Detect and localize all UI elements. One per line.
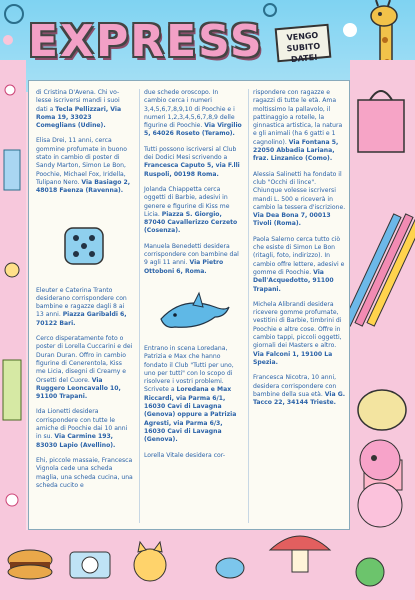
classified-entry (36, 137, 133, 195)
entry-text: Francesca Nicotra, 10 anni, desidera corrispondere con bambine della sua età. (253, 374, 337, 398)
entry-address: Via Dell'Acquedotto, 91100 Trapani. (253, 268, 334, 293)
column-divider (139, 89, 140, 523)
dice-icon (60, 220, 110, 270)
entry-address: Via Fontana 5, 22050 Abbadia Lariana, fraz. Linzanico (Como). (253, 138, 339, 163)
entry-address: Via Dea Bona 7, 00013 Tivoli (Roma). (253, 212, 331, 228)
dolphin-illustration-wrap (144, 283, 242, 345)
classified-entry (36, 457, 133, 490)
entry-address: Via Ruggero Leoncavallo 10, 91100 Trapani. (36, 376, 121, 401)
envelope-badge: VENGO SUBITO DATE! (275, 24, 332, 63)
dice-illustration-wrap (36, 203, 133, 287)
classified-entry (144, 243, 242, 276)
classified-entry (144, 345, 242, 445)
entry-address: Via Virgilio 5, 64026 Roseto (Teramo). (144, 122, 242, 138)
left-decoration-strip (0, 60, 26, 600)
entry-text: Elisa Drei, 11 anni, cerca gommine profumate in buono stato in cambio di poster di Sandy Marton, Simon Le Bon, Poochie, Michael Fox, Iridella, Tulipano Nero. (36, 137, 127, 186)
entry-address: Via Falconi 1, 19100 La Spezia. (253, 350, 333, 366)
classified-entry (253, 236, 347, 294)
classified-entry (253, 301, 347, 367)
entry-address: Piazza S. Giorgio, 87040 Cavallerizzo Cerzeto (Cosenza). (144, 210, 238, 235)
column-2 (144, 89, 242, 467)
classified-entry (36, 335, 133, 401)
entry-text: Eleuter e Caterina Tranto (36, 286, 113, 294)
classifieds-panel (28, 80, 350, 530)
entry-text: due schede oroscopo. In cambio cerca i numeri 3,4,5,6,7,8,9,10 di Poochie e i numeri 1,2,3,4,5,6,7,8,9 delle figurine di Poochie. (144, 89, 235, 130)
entry-text: Tutti possono iscriversi al Club dei Dodici Mesi scrivendo a (144, 145, 237, 162)
poodle-illustration (350, 430, 415, 540)
bottom-decoration-strip (0, 530, 415, 600)
classified-entry (144, 89, 242, 139)
entry-text: Jolanda Chiappetta cerca oggetti di Barbie, adesivi in genere e figurine di Kiss me Licia. (144, 185, 230, 218)
column-3 (253, 89, 347, 414)
classified-entry (253, 89, 347, 164)
entry-address: Tecla Pellizzari, Via Roma 19, 33023 Comeglians (Udine). (36, 105, 122, 130)
classified-entry (36, 408, 133, 449)
classified-entry (144, 452, 242, 460)
classified-entry (253, 171, 347, 229)
classified-entry (36, 295, 133, 328)
dolphin-icon (153, 289, 233, 339)
entry-text: desiderano corrispondere con bambine e ragazze dagli 8 ai 13 anni. (36, 294, 127, 319)
entry-address: Piazza Garibaldi 6, 70122 Bari. (36, 311, 127, 327)
column-1 (36, 89, 133, 497)
entry-text: Manuela Benedetti desidera corrispondere con bambine dal 9 agli 11 anni. (144, 242, 239, 267)
page-title: EXPRESS (28, 16, 264, 67)
entry-address: Via Carmine 193, 83030 Lapio (Avellino). (36, 433, 116, 449)
entry-text: rispondere con ragazze e ragazzi di tutte le età. Ama moltissimo la pallavolo, il pattinaggio a rotelle, la ginnastica artistica, la natura e gli animali (ha 6 gatti e 1 cagnolino). (253, 89, 343, 146)
entry-text: Cerco disperatamente foto o poster di Lorella Cuccarini e dei Duran Duran. Offro in cambio figurine di Cenerentola, Kiss me Licia, disegni di Creamy e Orsetti del Cuore. (36, 335, 133, 384)
entry-text: Ehi, piccole massaie, Francesca Vignola cede una scheda maglia, una scheda cucina, una scheda cucito e (36, 456, 133, 489)
entry-address: Via G. Tacco 22, 34144 Trieste. (253, 390, 346, 407)
entry-text: Ida Lionetti desidera corrispondere con tutte le amiche di Poochie dai 10 anni in su. (36, 408, 128, 441)
classified-entry (36, 287, 133, 295)
classified-entry (144, 186, 242, 236)
entry-text: Lorella Vitale desidera cor- (144, 451, 226, 459)
entry-text: Michela Alibrandi desidera ricevere gomme profumate, vestitini di Barbie, timbrini di Poochie e altre cose. Offre in cambio tappi, piccoli oggetti, giornali dei Masters e altro. (253, 300, 342, 350)
entry-text: Alessia Salinetti ha fondato il club "Occhi di lince". Chiunque volesse iscriversi mandi L. 500 e riceverà in cambio la tessera d'iscrizione. (253, 170, 346, 211)
entry-text: Paola Salerno cerca tutto ciò che esiste di Simon Le Bon (ritagli, foto, indirizzo). In cambio offre lettere, adesivi e gomme di Poochie. (253, 235, 345, 276)
column-divider (248, 89, 249, 523)
entry-address: Francesca Caputo 5, via F.lli Ruspoli, 00198 Roma. (144, 162, 240, 178)
entry-text: Entrano in scena Loredana, Patrizia e Max che hanno fondato il Club "Tutti per uno, uno per tutti" con lo scopo di risolvere i vostri problemi. Scrivete a (144, 344, 234, 394)
entry-address: Loredana e Max Riccardi, via Parma 6/1, 16030 Cavi di Lavagna (Genova) oppure a Patrizia Agresti, via Parma 6/3, 16030 Cavi di Lavagna (Genova). (144, 386, 237, 444)
entry-text: di Cristina D'Avena. Chi vo-lesse iscriversi mandi i suoi dati a (36, 89, 120, 113)
entry-address: Via Basiago 2, 48018 Faenza (Ravenna). (36, 178, 131, 195)
classified-entry (36, 89, 133, 130)
classified-entry (144, 146, 242, 179)
classified-entry (253, 374, 347, 407)
entry-address: Via Pietro Ottoboni 6, Roma. (144, 259, 224, 275)
